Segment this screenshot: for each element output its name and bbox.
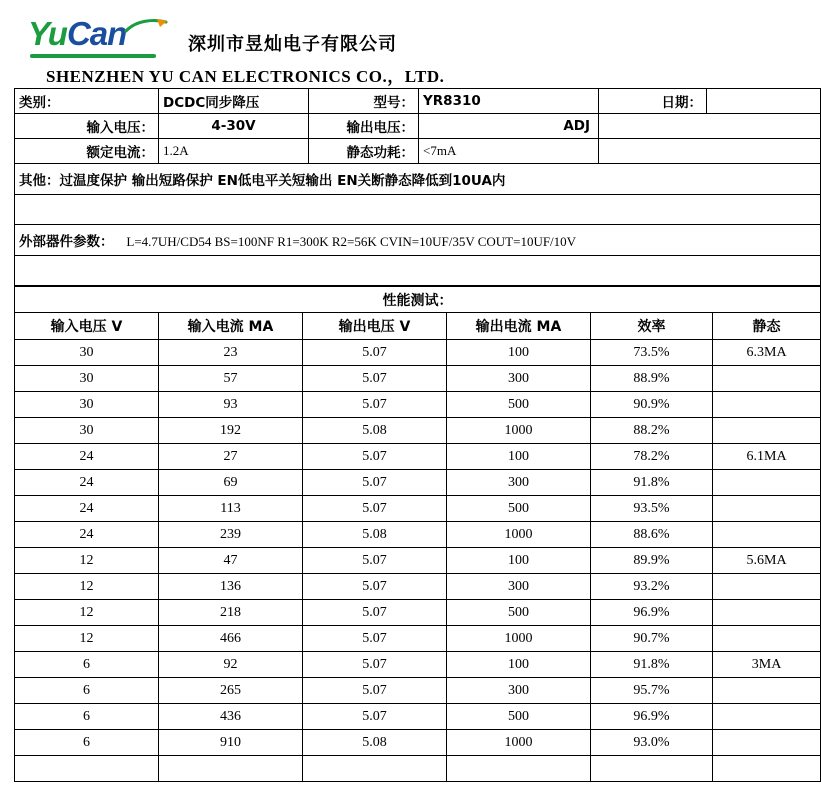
table-cell: 136 bbox=[159, 574, 303, 600]
column-header: 输出电流 MA bbox=[447, 313, 591, 340]
quiescent-label: 静态功耗： bbox=[309, 139, 419, 164]
table-row bbox=[15, 139, 821, 164]
table-row bbox=[15, 652, 821, 678]
table-cell: 93 bbox=[159, 392, 303, 418]
table-cell: 6.3MA bbox=[713, 340, 821, 366]
column-header: 静态 bbox=[713, 313, 821, 340]
table-cell: 300 bbox=[447, 470, 591, 496]
table-row bbox=[15, 256, 821, 286]
table-cell: 100 bbox=[447, 548, 591, 574]
table-cell: 3MA bbox=[713, 652, 821, 678]
column-header: 输入电压 V bbox=[15, 313, 159, 340]
table-cell: 100 bbox=[447, 652, 591, 678]
table-cell: 100 bbox=[447, 340, 591, 366]
table-row bbox=[15, 548, 821, 574]
table-cell bbox=[713, 496, 821, 522]
table-cell: 12 bbox=[15, 626, 159, 652]
table-cell: 6 bbox=[15, 704, 159, 730]
table-cell bbox=[447, 756, 591, 782]
table-cell: 12 bbox=[15, 600, 159, 626]
column-header: 输出电压 V bbox=[303, 313, 447, 340]
table-cell bbox=[303, 756, 447, 782]
table-cell: 93.5% bbox=[591, 496, 713, 522]
table-cell: 239 bbox=[159, 522, 303, 548]
table-cell: 5.08 bbox=[303, 522, 447, 548]
table-cell: 24 bbox=[15, 522, 159, 548]
column-header: 效率 bbox=[591, 313, 713, 340]
performance-title-row bbox=[15, 287, 821, 313]
table-row bbox=[15, 522, 821, 548]
table-cell bbox=[159, 756, 303, 782]
table-cell: 500 bbox=[447, 704, 591, 730]
table-cell: 30 bbox=[15, 418, 159, 444]
table-cell: 466 bbox=[159, 626, 303, 652]
model-value: YR8310 bbox=[419, 89, 599, 114]
vout-value: ADJ bbox=[419, 114, 599, 139]
spacer-row-2 bbox=[15, 256, 821, 286]
table-cell bbox=[713, 522, 821, 548]
table-cell: 500 bbox=[447, 600, 591, 626]
table-cell: 5.07 bbox=[303, 392, 447, 418]
company-name-en: SHENZHEN YU CAN ELECTRONICS CO.，LTD. bbox=[46, 67, 445, 86]
table-row bbox=[15, 574, 821, 600]
table-cell: 96.9% bbox=[591, 704, 713, 730]
table-cell: 69 bbox=[159, 470, 303, 496]
table-cell: 88.2% bbox=[591, 418, 713, 444]
other-features-row bbox=[15, 164, 821, 195]
table-cell: 24 bbox=[15, 496, 159, 522]
table-row bbox=[15, 392, 821, 418]
table-cell: 24 bbox=[15, 470, 159, 496]
table-cell: 113 bbox=[159, 496, 303, 522]
table-row bbox=[15, 114, 821, 139]
table-row bbox=[15, 600, 821, 626]
rated-current-label: 额定电流： bbox=[15, 139, 159, 164]
table-cell: 91.8% bbox=[591, 470, 713, 496]
vin-label: 输入电压： bbox=[15, 114, 159, 139]
table-cell bbox=[713, 678, 821, 704]
table-row bbox=[15, 626, 821, 652]
logo-underline bbox=[30, 54, 156, 58]
date-value bbox=[707, 89, 821, 114]
rated-current-value: 1.2A bbox=[159, 139, 309, 164]
table-cell: 5.08 bbox=[303, 730, 447, 756]
table-cell: 100 bbox=[447, 444, 591, 470]
table-row bbox=[15, 704, 821, 730]
company-name-cn: 深圳市昱灿电子有限公司 bbox=[188, 34, 397, 55]
table-row bbox=[15, 89, 821, 114]
table-row bbox=[15, 444, 821, 470]
category-label: 类别： bbox=[15, 89, 159, 114]
table-row bbox=[15, 678, 821, 704]
table-cell bbox=[713, 574, 821, 600]
other-label: 其他： bbox=[19, 173, 60, 189]
table-cell: 88.6% bbox=[591, 522, 713, 548]
table-cell: 5.07 bbox=[303, 704, 447, 730]
table-cell: 192 bbox=[159, 418, 303, 444]
table-cell: 265 bbox=[159, 678, 303, 704]
logo-text-yu: Yu bbox=[28, 15, 67, 52]
quiescent-value: <7mA bbox=[419, 139, 599, 164]
table-cell: 6 bbox=[15, 678, 159, 704]
table-cell: 23 bbox=[159, 340, 303, 366]
table-cell: 47 bbox=[159, 548, 303, 574]
spacer-row-1 bbox=[15, 195, 821, 225]
table-cell bbox=[713, 470, 821, 496]
table-cell: 96.9% bbox=[591, 600, 713, 626]
table-cell: 95.7% bbox=[591, 678, 713, 704]
table-cell: 300 bbox=[447, 366, 591, 392]
table-row bbox=[15, 730, 821, 756]
table-cell: 6 bbox=[15, 652, 159, 678]
table-cell bbox=[591, 756, 713, 782]
table-cell: 92 bbox=[159, 652, 303, 678]
table-cell bbox=[15, 756, 159, 782]
table-cell: 90.9% bbox=[591, 392, 713, 418]
date-label: 日期： bbox=[599, 89, 707, 114]
table-cell bbox=[713, 366, 821, 392]
table-cell: 5.07 bbox=[303, 366, 447, 392]
column-header: 输入电流 MA bbox=[159, 313, 303, 340]
table-cell: 5.07 bbox=[303, 600, 447, 626]
table-cell: 24 bbox=[15, 444, 159, 470]
table-cell: 1000 bbox=[447, 730, 591, 756]
table-cell bbox=[713, 730, 821, 756]
category-value: DCDC同步降压 bbox=[159, 89, 309, 114]
external-label: 外部器件参数： bbox=[19, 234, 114, 250]
spec-table bbox=[14, 88, 821, 286]
performance-header-row bbox=[15, 313, 821, 340]
spec-blank-2 bbox=[599, 139, 821, 164]
table-row bbox=[15, 496, 821, 522]
table-row bbox=[15, 366, 821, 392]
table-row bbox=[15, 470, 821, 496]
model-label: 型号： bbox=[309, 89, 419, 114]
table-cell: 5.07 bbox=[303, 340, 447, 366]
table-cell: 5.07 bbox=[303, 470, 447, 496]
table-cell: 500 bbox=[447, 496, 591, 522]
table-row bbox=[15, 195, 821, 225]
table-row bbox=[15, 225, 821, 256]
vin-value: 4-30V bbox=[159, 114, 309, 139]
table-cell: 5.07 bbox=[303, 652, 447, 678]
table-cell: 5.07 bbox=[303, 548, 447, 574]
table-cell: 5.07 bbox=[303, 496, 447, 522]
table-cell bbox=[713, 392, 821, 418]
table-cell bbox=[713, 600, 821, 626]
table-cell: 12 bbox=[15, 574, 159, 600]
table-cell: 1000 bbox=[447, 418, 591, 444]
table-cell: 300 bbox=[447, 678, 591, 704]
table-cell: 30 bbox=[15, 340, 159, 366]
table-cell: 57 bbox=[159, 366, 303, 392]
other-value: 过温度保护 输出短路保护 EN低电平关短输出 EN关断静态降低到10UA内 bbox=[59, 173, 506, 189]
logo-swoosh-icon bbox=[124, 18, 168, 34]
table-cell: 218 bbox=[159, 600, 303, 626]
table-row bbox=[15, 164, 821, 195]
table-row bbox=[15, 340, 821, 366]
table-cell: 12 bbox=[15, 548, 159, 574]
table-cell bbox=[713, 756, 821, 782]
table-cell: 5.07 bbox=[303, 626, 447, 652]
table-cell: 5.07 bbox=[303, 444, 447, 470]
table-cell: 30 bbox=[15, 392, 159, 418]
table-cell: 5.07 bbox=[303, 574, 447, 600]
external-components-row bbox=[15, 225, 821, 256]
performance-table bbox=[14, 286, 821, 782]
logo-text-can: Can bbox=[66, 15, 127, 52]
table-cell: 78.2% bbox=[591, 444, 713, 470]
vout-label: 输出电压： bbox=[309, 114, 419, 139]
table-cell: 500 bbox=[447, 392, 591, 418]
table-cell: 88.9% bbox=[591, 366, 713, 392]
spec-blank-1 bbox=[599, 114, 821, 139]
performance-title: 性能测试： bbox=[15, 287, 821, 313]
table-cell: 91.8% bbox=[591, 652, 713, 678]
table-cell: 300 bbox=[447, 574, 591, 600]
table-cell: 5.6MA bbox=[713, 548, 821, 574]
table-cell: 1000 bbox=[447, 522, 591, 548]
table-cell: 89.9% bbox=[591, 548, 713, 574]
yucan-logo bbox=[28, 16, 158, 60]
table-cell: 93.2% bbox=[591, 574, 713, 600]
table-cell: 436 bbox=[159, 704, 303, 730]
table-cell: 5.07 bbox=[303, 678, 447, 704]
table-cell: 93.0% bbox=[591, 730, 713, 756]
table-cell: 6.1MA bbox=[713, 444, 821, 470]
table-cell bbox=[713, 704, 821, 730]
table-cell bbox=[713, 626, 821, 652]
table-cell: 6 bbox=[15, 730, 159, 756]
table-row bbox=[15, 418, 821, 444]
table-cell: 5.08 bbox=[303, 418, 447, 444]
table-cell: 1000 bbox=[447, 626, 591, 652]
table-cell: 27 bbox=[159, 444, 303, 470]
external-value: L=4.7UH/CD54 BS=100NF R1=300K R2=56K CVIN=10UF/35V COUT=10UF/10V bbox=[126, 234, 577, 249]
table-cell: 73.5% bbox=[591, 340, 713, 366]
table-cell: 910 bbox=[159, 730, 303, 756]
document-header bbox=[0, 0, 821, 88]
table-cell: 30 bbox=[15, 366, 159, 392]
table-cell: 90.7% bbox=[591, 626, 713, 652]
table-cell bbox=[713, 418, 821, 444]
table-row bbox=[15, 756, 821, 782]
